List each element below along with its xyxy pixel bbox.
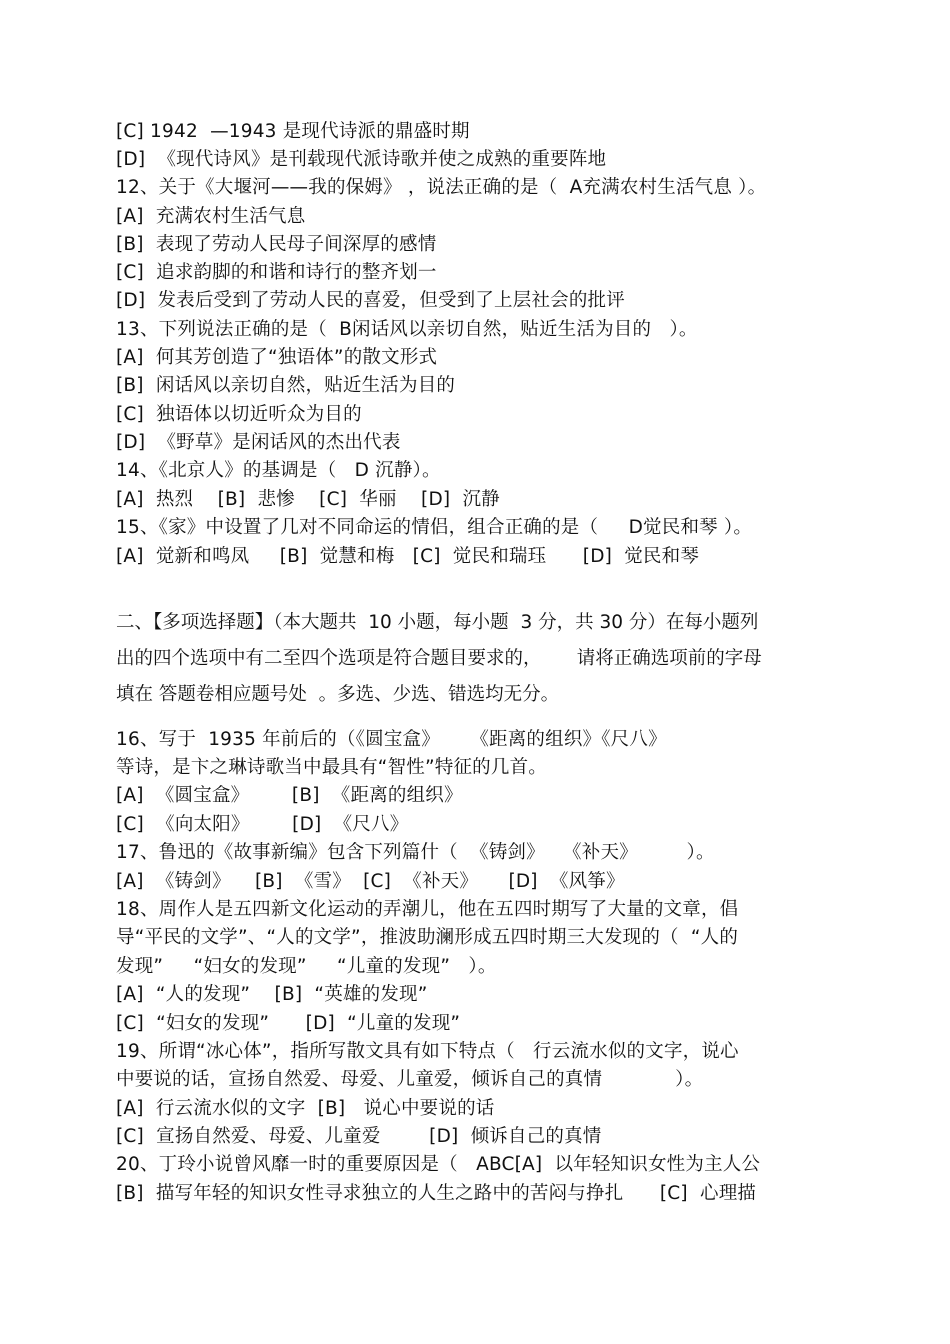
option-line: [A] 何其芳创造了“独语体”的散文形式 xyxy=(116,347,438,368)
text-line: [D] 《现代诗风》是刊载现代派诗歌并使之成熟的重要阵地 xyxy=(116,149,607,170)
section-header-line: 出的四个选项中有二至四个选项是符合题目要求的， 请将正确选项前的字母 xyxy=(116,648,762,669)
option-line: [A] 《铸剑》 [B] 《雪》 [C] 《补天》 [D] 《风筝》 xyxy=(116,871,625,892)
option-line: [A] 觉新和鸣凤 [B] 觉慧和梅 [C] 觉民和瑞珏 [D] 觉民和琴 xyxy=(116,546,700,567)
section-header-line: 二、【多项选择题】（本大题共 10 小题，每小题 3 分，共 30 分）在每小题列 xyxy=(116,612,759,633)
section-header-line: 填在 答题卷相应题号处 。多选、少选、错选均无分。 xyxy=(116,684,560,705)
text-line: 等诗，是卞之琳诗歌当中最具有“智性”特征的几首。 xyxy=(116,757,547,778)
option-line: [A] 行云流水似的文字 [B] 说心中要说的话 xyxy=(116,1098,495,1119)
question-19: 19、所谓“冰心体”，指所写散文具有如下特点（ 行云流水似的文字，说心 xyxy=(116,1041,739,1062)
option-line: [D] 《野草》是闲话风的杰出代表 xyxy=(116,432,401,453)
option-line: [C] “妇女的发现” [D] “儿童的发现” xyxy=(116,1013,461,1034)
text-line: 导“平民的文学”、“人的文学”，推波助澜形成五四时期三大发现的（ “人的 xyxy=(116,927,739,948)
option-line: [B] 表现了劳动人民母子间深厚的感情 xyxy=(116,234,437,255)
option-line: [A] 热烈 [B] 悲惨 [C] 华丽 [D] 沉静 xyxy=(116,489,500,510)
option-line: [A] “人的发现” [B] “英雄的发现” xyxy=(116,984,428,1005)
question-14: 14、《北京人》的基调是（ D 沉静）。 xyxy=(116,460,441,481)
option-line: [B] 闲话风以亲切自然，贴近生活为目的 xyxy=(116,375,456,396)
question-12: 12、关于《大堰河——我的保姆》 ，说法正确的是（ A充满农村生活气息 ）。 xyxy=(116,177,767,198)
text-line: 发现” “妇女的发现” “儿童的发现” ）。 xyxy=(116,956,497,977)
text-line: [C] 1942 —1943 是现代诗派的鼎盛时期 xyxy=(116,121,470,142)
option-line: [C] 宣扬自然爱、母爱、儿童爱 [D] 倾诉自己的真情 xyxy=(116,1126,602,1147)
question-16: 16、写于 1935 年前后的（《圆宝盒》 《距离的组织》《尺八》 xyxy=(116,729,667,750)
option-line: [C] 《向太阳》 [D] 《尺八》 xyxy=(116,814,409,835)
option-line: [D] 发表后受到了劳动人民的喜爱，但受到了上层社会的批评 xyxy=(116,290,625,311)
question-18: 18、周作人是五四新文化运动的弄潮儿，他在五四时期写了大量的文章，倡 xyxy=(116,899,739,920)
text-line: 中要说的话，宣扬自然爱、母爱、儿童爱，倾诉自己的真情 ）。 xyxy=(116,1069,704,1090)
question-13: 13、下列说法正确的是（ B闲话风以亲切自然，贴近生活为目的 ）。 xyxy=(116,319,698,340)
option-line: [B] 描写年轻的知识女性寻求独立的人生之路中的苦闷与挣扎 [C] 心理描 xyxy=(116,1183,757,1204)
question-17: 17、鲁迅的《故事新编》包含下列篇什（ 《铸剑》 《补天》 ）。 xyxy=(116,842,715,863)
question-15: 15、《家》中设置了几对不同命运的情侣，组合正确的是（ D觉民和琴 ）。 xyxy=(116,517,753,538)
option-line: [A] 《圆宝盒》 [B] 《距离的组织》 xyxy=(116,785,463,806)
option-line: [A] 充满农村生活气息 xyxy=(116,206,306,227)
option-line: [C] 追求韵脚的和谐和诗行的整齐划一 xyxy=(116,262,437,283)
question-20: 20、丁玲小说曾风靡一时的重要原因是（ ABC[A] 以年轻知识女性为主人公 xyxy=(116,1154,761,1175)
option-line: [C] 独语体以切近听众为目的 xyxy=(116,404,362,425)
